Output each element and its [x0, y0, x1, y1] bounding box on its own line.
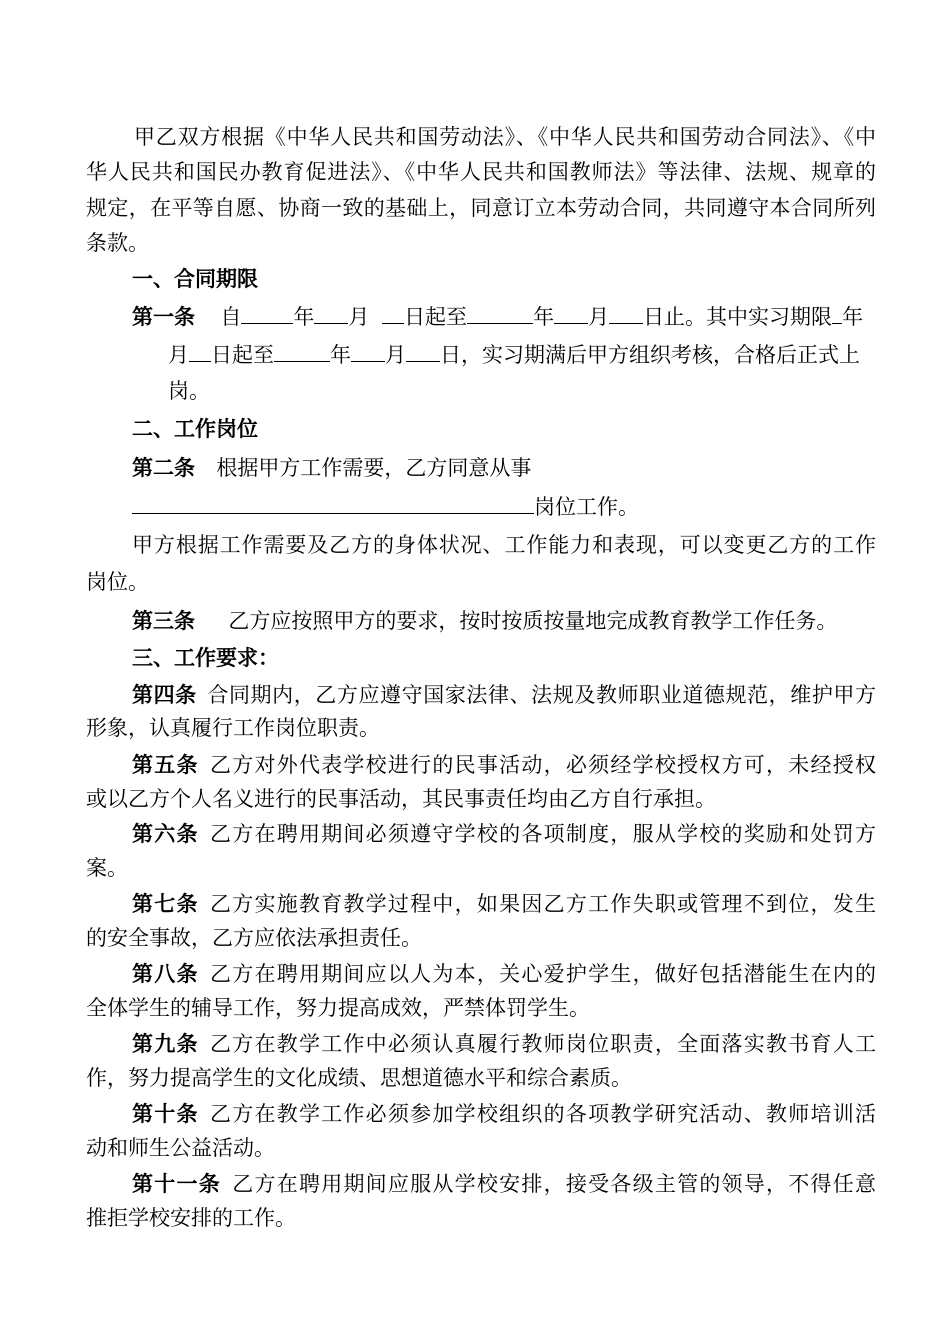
blank-trial-start-day	[189, 341, 211, 362]
article-5-line-2: 或以乙方个人名义进行的民事活动，其民事责任均由乙方自行承担。	[86, 787, 716, 811]
article-label: 第一条	[132, 305, 195, 329]
intro-line-1: 甲乙双方根据《中华人民共和国劳动法》、《中华人民共和国劳动合同法》、《中	[134, 125, 876, 149]
article-3: 第三条 乙方应按照甲方的要求，按时按质按量地完成教育教学工作任务。	[132, 609, 838, 633]
article-11-line-2: 推拒学校安排的工作。	[86, 1206, 296, 1230]
blank-start-year	[241, 303, 293, 324]
article-7-line-2: 的安全事故，乙方应依法承担责任。	[86, 926, 422, 950]
blank-end-month	[554, 303, 588, 324]
article-1-line-1: 第一条 自 年 月 日起至 年 月 日止。其中实习期限 年	[132, 305, 864, 329]
article-11-line-1: 第十一条 乙方在聘用期间应服从学校安排，接受各级主管的领导，不得任意	[132, 1172, 877, 1196]
blank-start-month	[314, 303, 348, 324]
intro-line-3: 规定，在平等自愿、协商一致的基础上，同意订立本劳动合同，共同遵守本合同所列	[86, 196, 876, 220]
article-label: 第三条	[132, 609, 195, 633]
blank-end-year	[467, 303, 533, 324]
article-2-line-1: 第二条 根据甲方工作需要，乙方同意从事	[132, 456, 532, 480]
article-1-line-3: 岗。	[168, 379, 210, 403]
section-heading-position: 二、工作岗位	[132, 417, 258, 441]
blank-start-day	[382, 303, 404, 324]
blank-trial-end-month	[351, 341, 385, 362]
article-4-line-2: 形象，认真履行工作岗位职责。	[86, 716, 380, 740]
position-change-line-1: 甲方根据工作需要及乙方的身体状况、工作能力和表现，可以变更乙方的工作	[132, 533, 876, 557]
article-10-line-1: 第十条 乙方在教学工作必须参加学校组织的各项教学研究活动、教师培训活	[132, 1102, 877, 1126]
article-8-line-1: 第八条 乙方在聘用期间应以人为本，关心爱护学生，做好包括潜能生在内的	[132, 962, 877, 986]
blank-trial-end-year	[274, 341, 330, 362]
position-change-line-2: 岗位。	[86, 570, 149, 594]
article-1-line-2: 月 日起至 年 月 日，实习期满后甲方组织考核，合格后正式上	[168, 343, 860, 367]
article-4-line-1: 第四条 合同期内，乙方应遵守国家法律、法规及教师职业道德规范，维护甲方	[132, 683, 876, 707]
article-7-line-1: 第七条 乙方实施教育教学过程中，如果因乙方工作失职或管理不到位，发生	[132, 892, 877, 916]
article-5-line-1: 第五条 乙方对外代表学校进行的民事活动，必须经学校授权方可，未经授权	[132, 753, 877, 777]
intro-line-2: 华人民共和国民办教育促进法》、《中华人民共和国教师法》等法律、法规、规章的	[86, 160, 876, 184]
intro-line-4: 条款。	[86, 231, 149, 255]
article-10-line-2: 动和师生公益活动。	[86, 1136, 275, 1160]
section-heading-requirements: 三、工作要求：	[132, 646, 279, 670]
blank-position-name	[132, 493, 534, 514]
blank-end-day	[609, 303, 643, 324]
article-9-line-2: 作，努力提高学生的文化成绩、思想道德水平和综合素质。	[86, 1066, 632, 1090]
article-9-line-1: 第九条 乙方在教学工作中必须认真履行教师岗位职责，全面落实教书育人工	[132, 1032, 877, 1056]
article-8-line-2: 全体学生的辅导工作，努力提高成效，严禁体罚学生。	[86, 996, 590, 1020]
article-6-line-2: 案。	[86, 856, 128, 880]
article-6-line-1: 第六条 乙方在聘用期间必须遵守学校的各项制度，服从学校的奖励和处罚方	[132, 822, 877, 846]
article-label: 第二条	[132, 456, 195, 480]
section-heading-term: 一、合同期限	[132, 267, 258, 291]
blank-trial-end-day	[406, 341, 440, 362]
blank-trial-year	[832, 303, 842, 324]
article-2-line-2: 岗位工作。	[132, 493, 639, 520]
